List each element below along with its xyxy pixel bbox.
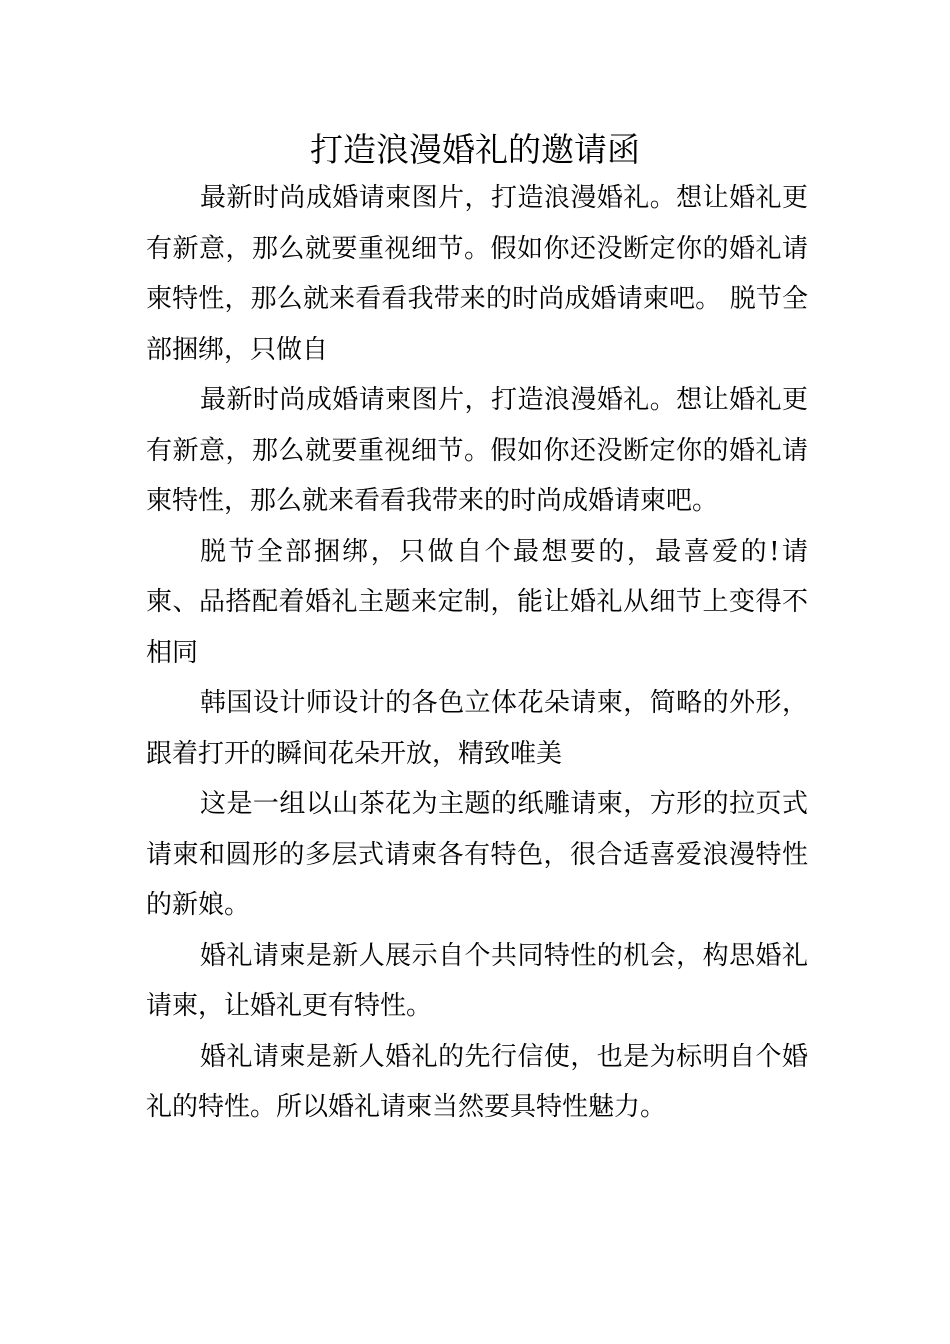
paragraph-7: 婚礼请柬是新人婚礼的先行信使，也是为标明自个婚礼的特性。所以婚礼请柬当然要具特性魅力。 xyxy=(146,1041,808,1122)
paragraph-4: 韩国设计师设计的各色立体花朵请柬，简略的外形，跟着打开的瞬间花朵开放，精致唯美 xyxy=(146,688,808,769)
paragraph-5: 这是一组以山茶花为主题的纸雕请柬，方形的拉页式请柬和圆形的多层式请柬各有特色，很合适喜爱浪漫特性的新娘。 xyxy=(146,789,808,920)
paragraph-2: 最新时尚成婚请柬图片，打造浪漫婚礼。想让婚礼更有新意，那么就要重视细节。假如你还没断定你的婚礼请柬特性，那么就来看看我带来的时尚成婚请柬吧。 xyxy=(146,385,808,516)
paragraph-3: 脱节全部捆绑，只做自个最想要的，最喜爱的!请柬、品搭配着婚礼主题来定制，能让婚礼从细节上变得不相同 xyxy=(146,536,808,668)
paragraph-6: 婚礼请柬是新人展示自个共同特性的机会，构思婚礼请柬，让婚礼更有特性。 xyxy=(146,940,808,1021)
document-body xyxy=(146,173,808,1133)
document-title: 打造浪漫婚礼的邀请函 xyxy=(310,130,640,169)
paragraph-1: 最新时尚成婚请柬图片，打造浪漫婚礼。想让婚礼更有新意，那么就要重视细节。假如你还没断定你的婚礼请柬特性，那么就来看看我带来的时尚成婚请柬吧。 脱节全部捆绑，只做自 xyxy=(146,183,808,365)
